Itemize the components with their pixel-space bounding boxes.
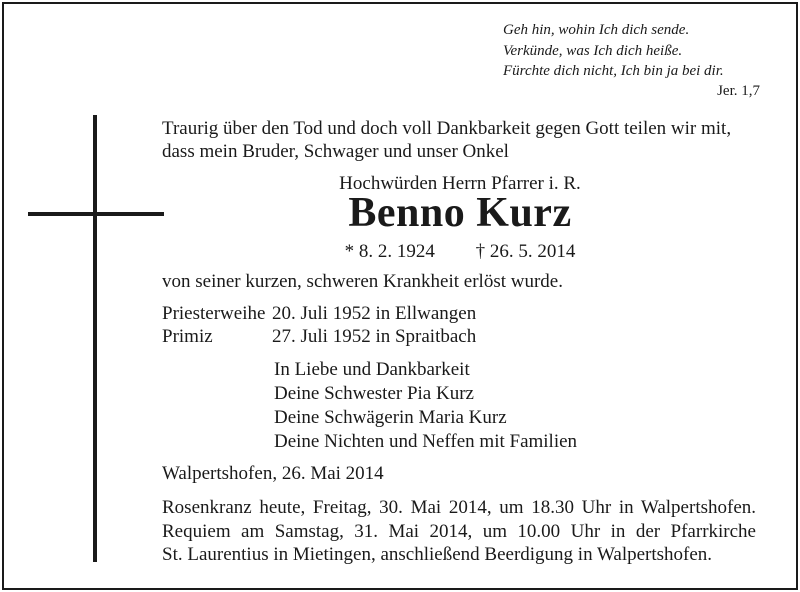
signer-line: Deine Schwägerin Maria Kurz: [274, 407, 507, 428]
ceremony-line-3: St. Laurentius in Mietingen, anschließend Beerdigung in Walpertshofen.: [162, 544, 713, 565]
event-row-primiz: [162, 325, 476, 348]
intro-line-1: Traurig über den Tod und doch voll Dankbarkeit gegen Gott teilen wir mit,: [162, 118, 732, 139]
event-value: 27. Juli 1952 in Spraitbach: [272, 326, 477, 347]
signer-line: Deine Nichten und Neffen mit Familien: [274, 431, 578, 452]
place-date: Walpertshofen, 26. Mai 2014: [162, 463, 384, 484]
verse-line: Verkünde, was Ich dich heiße.: [503, 42, 683, 59]
deceased-title: Hochwürden Herrn Pfarrer i. R.: [339, 173, 581, 194]
bible-verse: [503, 20, 773, 82]
deceased-name: Benno Kurz: [348, 190, 572, 236]
signer-line: In Liebe und Dankbarkeit: [274, 359, 470, 380]
verse-line: Fürchte dich nicht, Ich bin ja bei dir.: [503, 63, 724, 79]
death-date: † 26. 5. 2014: [475, 241, 576, 262]
life-dates: [0, 240, 800, 263]
ceremony-info: [162, 496, 756, 567]
event-label: Primiz: [162, 326, 213, 347]
signer-line: Deine Schwester Pia Kurz: [274, 383, 474, 404]
ceremony-line-2: Requiem am Samstag, 31. Mai 2014, um 10.00 Uhr in der Pfarrkirche: [162, 520, 756, 542]
event-row-ordination: [162, 302, 476, 325]
event-label: Priesterweihe: [162, 303, 266, 324]
signers-block: [274, 358, 577, 454]
verse-reference: Jer. 1,7: [717, 83, 760, 99]
event-value: 20. Juli 1952 in Ellwangen: [272, 303, 477, 324]
ceremony-line-1: Rosenkranz heute, Freitag, 30. Mai 2014, um 18.30 Uhr in Walpertshofen.: [162, 497, 756, 518]
release-text: von seiner kurzen, schweren Krankheit erlöst wurde.: [162, 271, 563, 292]
verse-line: Geh hin, wohin Ich dich sende.: [503, 22, 690, 38]
intro-line-2: dass mein Bruder, Schwager und unser Onkel: [162, 141, 509, 162]
birth-date: * 8. 2. 1924: [344, 241, 435, 262]
